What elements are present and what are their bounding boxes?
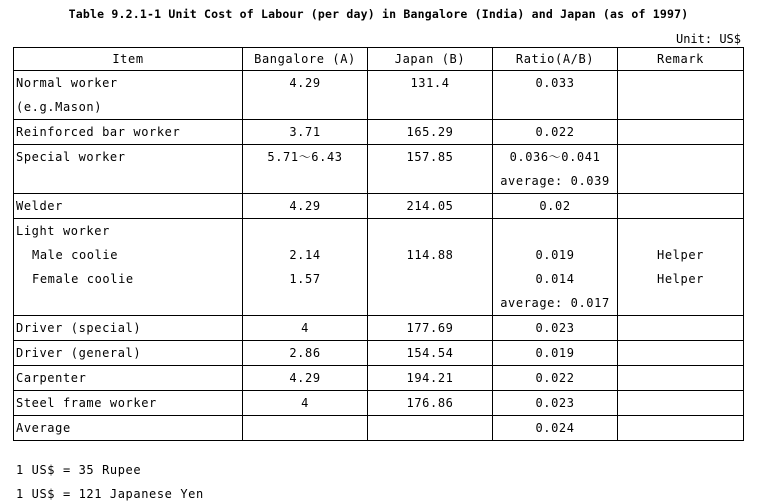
bangalore-value: 1.57: [289, 272, 321, 286]
ratio-value: 0.019: [535, 248, 575, 262]
table-row: [14, 366, 744, 391]
japan-cell: [368, 341, 493, 366]
ratio-cell: [493, 120, 618, 145]
item-label: (e.g.Mason): [16, 100, 103, 114]
ratio-cell: [493, 341, 618, 366]
bangalore-value: [245, 416, 365, 440]
item-label: Driver (special): [16, 321, 142, 335]
ratio-cell: [493, 391, 618, 416]
bangalore-value: 4.29: [289, 371, 321, 385]
item-cell: [14, 341, 243, 366]
item-label: Reinforced bar worker: [16, 125, 181, 139]
japan-value: 154.54: [406, 346, 454, 360]
bangalore-value: 4: [301, 396, 309, 410]
bangalore-value: 5.71～6.43: [267, 150, 343, 164]
remark-value: [620, 169, 741, 193]
bangalore-value: [245, 95, 365, 119]
item-label: Light worker: [16, 224, 110, 238]
remark-value: [620, 391, 741, 415]
japan-cell: [368, 316, 493, 341]
table-row: [14, 194, 744, 219]
header-item: Item: [14, 48, 243, 71]
japan-value: [370, 267, 490, 291]
ratio-value: 0.019: [535, 346, 575, 360]
japan-cell: [368, 219, 493, 316]
remark-value: [620, 95, 741, 119]
bangalore-value: 4.29: [289, 199, 321, 213]
ratio-cell: [493, 316, 618, 341]
remark-value: [620, 120, 741, 144]
ratio-value: [495, 95, 615, 119]
ratio-cell: [493, 416, 618, 441]
bangalore-cell: [243, 145, 368, 194]
ratio-value: [495, 219, 615, 243]
bangalore-value: [245, 169, 365, 193]
japan-cell: [368, 391, 493, 416]
japan-value: [370, 219, 490, 243]
ratio-value: 0.02: [539, 199, 571, 213]
japan-value: 176.86: [406, 396, 454, 410]
table-row: [14, 71, 744, 120]
ratio-value: 0.023: [535, 396, 575, 410]
bangalore-cell: [243, 219, 368, 316]
item-sublabel: Female coolie: [32, 272, 134, 286]
remark-value: [620, 366, 741, 390]
exchange-note-rupee: 1 US$ = 35 Rupee: [16, 463, 142, 477]
remark-cell: [618, 391, 744, 416]
item-sublabel: Male coolie: [32, 248, 119, 262]
japan-value: [370, 95, 490, 119]
item-cell: [14, 120, 243, 145]
remark-cell: [618, 219, 744, 316]
bangalore-cell: [243, 120, 368, 145]
japan-value: 194.21: [406, 371, 454, 385]
remark-value: Helper: [657, 272, 704, 286]
bangalore-cell: [243, 416, 368, 441]
header-remark: Remark: [618, 48, 744, 71]
item-cell: [14, 71, 243, 120]
bangalore-cell: [243, 366, 368, 391]
remark-value: [620, 219, 741, 243]
bangalore-value: [245, 291, 365, 315]
remark-cell: [618, 120, 744, 145]
japan-cell: [368, 71, 493, 120]
item-label: Average: [16, 421, 71, 435]
bangalore-cell: [243, 316, 368, 341]
japan-value: 177.69: [406, 321, 454, 335]
item-label: Driver (general): [16, 346, 142, 360]
japan-cell: [368, 366, 493, 391]
bangalore-value: 2.86: [289, 346, 321, 360]
bangalore-cell: [243, 71, 368, 120]
table-row: [14, 391, 744, 416]
ratio-average: average: 0.017: [500, 296, 610, 310]
japan-value: [370, 291, 490, 315]
bangalore-value: 3.71: [289, 125, 321, 139]
ratio-value: 0.033: [535, 76, 575, 90]
japan-value: 131.4: [410, 76, 450, 90]
bangalore-value: 4.29: [289, 76, 321, 90]
header-bangalore: Bangalore (A): [243, 48, 368, 71]
item-cell: [14, 366, 243, 391]
remark-value: [620, 316, 741, 340]
labour-cost-table: [13, 47, 744, 441]
remark-cell: [618, 194, 744, 219]
item-label: Steel frame worker: [16, 396, 157, 410]
remark-cell: [618, 71, 744, 120]
ratio-value: 0.014: [535, 272, 575, 286]
ratio-value: 0.022: [535, 371, 575, 385]
bangalore-cell: [243, 194, 368, 219]
remark-cell: [618, 145, 744, 194]
ratio-value: 0.023: [535, 321, 575, 335]
table-row: [14, 316, 744, 341]
ratio-value: 0.036～0.041: [509, 150, 601, 164]
item-label: Welder: [16, 199, 63, 213]
item-cell: [14, 219, 243, 316]
table-row: [14, 120, 744, 145]
japan-value: [370, 416, 490, 440]
japan-value: 114.88: [406, 248, 454, 262]
japan-value: 214.05: [406, 199, 454, 213]
ratio-cell: [493, 71, 618, 120]
ratio-value: 0.024: [535, 421, 575, 435]
bangalore-cell: [243, 391, 368, 416]
remark-value: [620, 194, 741, 218]
ratio-cell: [493, 145, 618, 194]
item-label: Normal worker: [16, 76, 118, 90]
japan-cell: [368, 194, 493, 219]
japan-cell: [368, 120, 493, 145]
header-ratio: Ratio(A/B): [493, 48, 618, 71]
item-label: [16, 169, 240, 193]
bangalore-value: 2.14: [289, 248, 321, 262]
ratio-value: 0.022: [535, 125, 575, 139]
remark-cell: [618, 316, 744, 341]
table-row: [14, 145, 744, 194]
item-label: [16, 291, 240, 315]
table-row: [14, 341, 744, 366]
table-row: [14, 219, 744, 316]
header-japan: Japan (B): [368, 48, 493, 71]
japan-value: 157.85: [406, 150, 454, 164]
table-title: Table 9.2.1-1 Unit Cost of Labour (per day) in Bangalore (India) and Japan (as of 1997): [68, 7, 689, 21]
remark-cell: [618, 416, 744, 441]
remark-value: [620, 341, 741, 365]
remark-value: Helper: [657, 248, 704, 262]
item-cell: [14, 391, 243, 416]
ratio-cell: [493, 366, 618, 391]
japan-value: [370, 169, 490, 193]
bangalore-value: 4: [301, 321, 309, 335]
unit-label: Unit: US$: [675, 32, 741, 46]
japan-value: 165.29: [406, 125, 454, 139]
japan-cell: [368, 145, 493, 194]
ratio-average: average: 0.039: [500, 174, 610, 188]
remark-value: [620, 291, 741, 315]
table-row: [14, 416, 744, 441]
remark-value: [620, 416, 741, 440]
ratio-cell: [493, 219, 618, 316]
remark-cell: [618, 366, 744, 391]
remark-value: [620, 145, 741, 169]
item-cell: [14, 194, 243, 219]
bangalore-cell: [243, 341, 368, 366]
remark-value: [620, 71, 741, 95]
item-cell: [14, 416, 243, 441]
japan-cell: [368, 416, 493, 441]
item-label: Carpenter: [16, 371, 87, 385]
item-cell: [14, 145, 243, 194]
header-row: [14, 48, 744, 71]
item-label: Special worker: [16, 150, 126, 164]
remark-cell: [618, 341, 744, 366]
item-cell: [14, 316, 243, 341]
exchange-note-yen: 1 US$ = 121 Japanese Yen: [16, 487, 204, 501]
bangalore-value: [245, 219, 365, 243]
ratio-cell: [493, 194, 618, 219]
